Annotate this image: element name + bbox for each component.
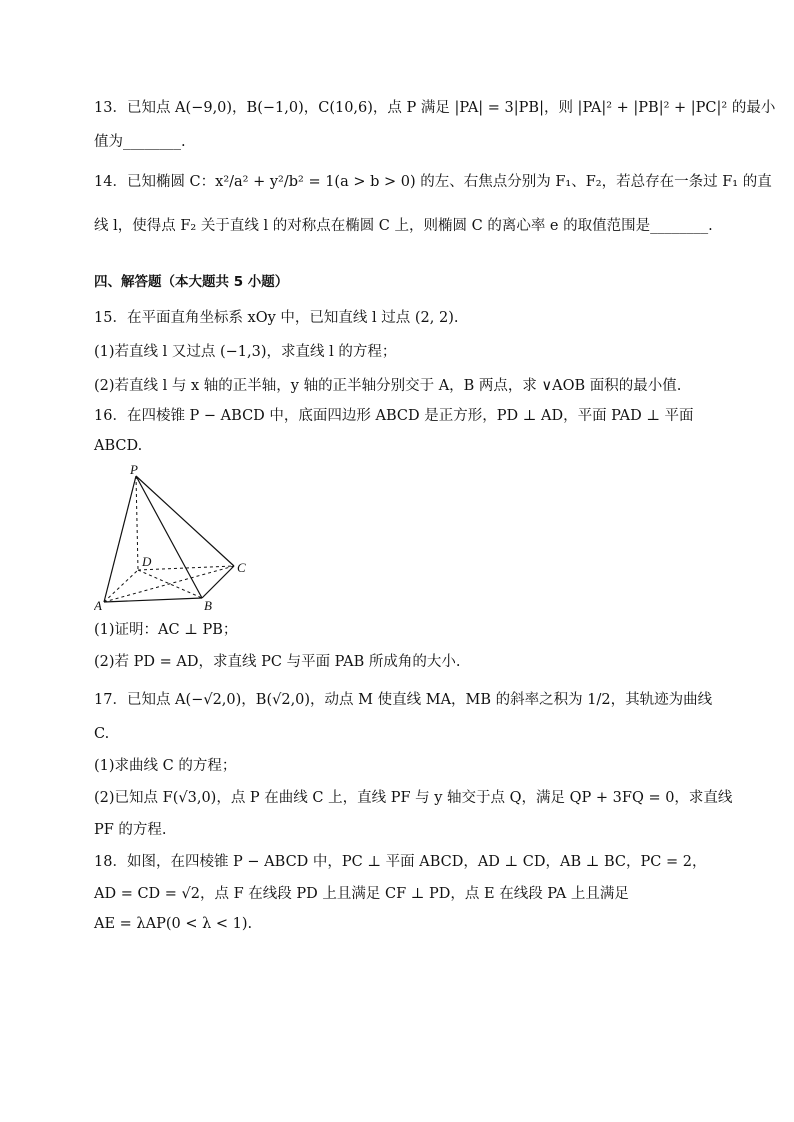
q14-line2: 线 l，使得点 F₂ 关于直线 l 的对称点在椭圆 C 上，则椭圆 C 的离心率 e 的取值范围是________. — [94, 218, 713, 234]
vertex-label-b: B — [204, 598, 212, 612]
q18-line1: 18．如图，在四棱锥 P − ABCD 中，PC ⊥ 平面 ABCD，AD ⊥ CD，AB ⊥ BC，PC = 2， — [94, 854, 707, 870]
q13-line1: 13．已知点 A(−9,0)，B(−1,0)，C(10,6)，点 P 满足 |PA| = 3|PB|，则 |PA|² + |PB|² + |PC|² 的最小 — [94, 100, 776, 116]
q14-line1: 14．已知椭圆 C：x²/a² + y²/b² = 1(a > b > 0) 的左、右焦点分别为 F₁、F₂，若总存在一条过 F₁ 的直 — [94, 174, 772, 190]
vertex-label-d: D — [142, 554, 152, 569]
q15-stem: 15．在平面直角坐标系 xOy 中，已知直线 l 过点 (2, 2). — [94, 310, 459, 326]
pyramid-figure — [94, 462, 264, 612]
q15-part2: (2)若直线 l 与 x 轴的正半轴，y 轴的正半轴分别交于 A，B 两点，求 ∨AOB 面积的最小值. — [94, 378, 682, 394]
q13-line2: 值为________. — [94, 134, 186, 150]
q16-part2: (2)若 PD = AD，求直线 PC 与平面 PAB 所成角的大小. — [94, 654, 461, 670]
q15-part1: (1)若直线 l 又过点 (−1,3)，求直线 l 的方程； — [94, 344, 397, 360]
q18-line3: AE = λAP(0 < λ < 1). — [94, 916, 253, 932]
q17-line2: C. — [94, 726, 110, 742]
pyramid-diagram — [94, 462, 264, 612]
q16-line2: ABCD. — [94, 438, 143, 454]
q17-part2-line1: (2)已知点 F(√3,0)，点 P 在曲线 C 上，直线 PF 与 y 轴交于点 Q，满足 QP + 3FQ = 0，求直线 — [94, 790, 733, 806]
vertex-label-a: A — [94, 598, 102, 612]
q17-part1: (1)求曲线 C 的方程； — [94, 758, 237, 774]
q16-part1: (1)证明：AC ⊥ PB； — [94, 622, 238, 638]
q17-part2-line2: PF 的方程. — [94, 822, 167, 838]
q17-line1: 17．已知点 A(−√2,0)，B(√2,0)，动点 M 使直线 MA，MB 的斜率之积为 1/2，其轨迹为曲线 — [94, 692, 713, 708]
section-heading: 四、解答题（本大题共 5 小题） — [94, 274, 289, 290]
q16-line1: 16．在四棱锥 P − ABCD 中，底面四边形 ABCD 是正方形，PD ⊥ AD，平面 PAD ⊥ 平面 — [94, 408, 694, 424]
q18-line2: AD = CD = √2，点 F 在线段 PD 上且满足 CF ⊥ PD，点 E 在线段 PA 上且满足 — [94, 886, 629, 902]
vertex-label-c: C — [237, 560, 246, 575]
vertex-label-p: P — [130, 462, 138, 477]
